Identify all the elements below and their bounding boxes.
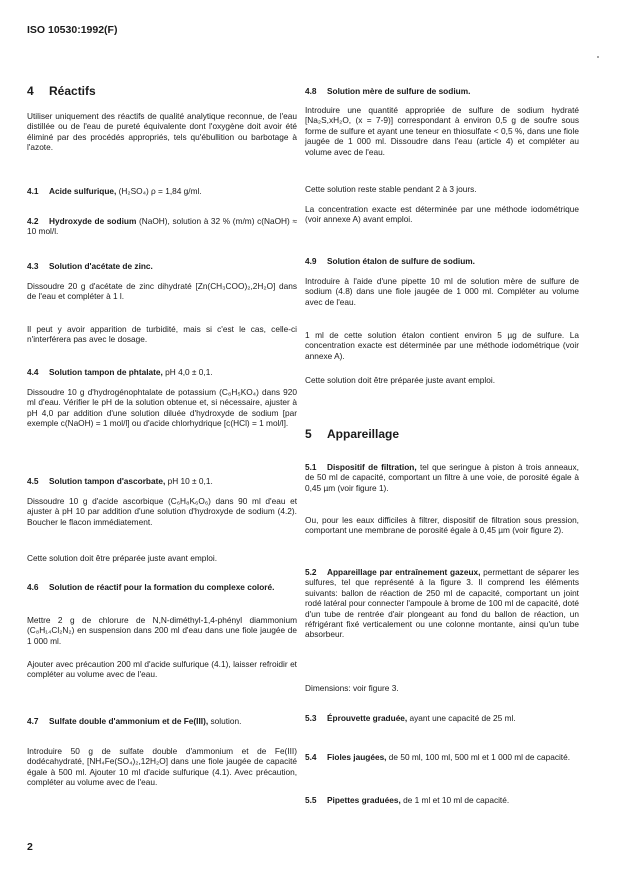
paragraph: Dimensions: voir figure 3.: [305, 683, 399, 693]
paragraph: Cette solution doit être préparée juste avant emploi.: [27, 553, 218, 563]
subsection-title: Dispositif de filtration,: [327, 462, 417, 472]
subsection-text: (NaOH), solution à 32 % (m/m) c(NaOH) ≈ 10 mol/l.: [27, 216, 297, 237]
section-number: 4: [27, 84, 34, 98]
subsection-title: Solution étalon de sulfure de sodium.: [327, 256, 475, 266]
subsection-number: 4.9: [305, 256, 317, 266]
page-number: 2: [27, 841, 33, 853]
subsection-4-9: [305, 256, 579, 266]
subsection-4-2: [27, 216, 297, 237]
subsection-text: de 50 ml, 100 ml, 500 ml et 1 000 ml de capacité.: [386, 752, 571, 762]
subsection-number: 4.8: [305, 86, 317, 96]
subsection-number: 4.5: [27, 476, 39, 486]
subsection-title: Solution de réactif pour la formation du complexe coloré.: [49, 582, 275, 592]
subsection-number: 4.2: [27, 216, 39, 226]
paragraph: Dissoudre 10 g d'acide ascorbique (C₆H₈K₆O₆) dans 90 ml d'eau et ajuster à pH 10 par addition d'une solution d'hydroxyde de sodium (4.2). Boucher le flacon immédiatement.: [27, 496, 297, 527]
paragraph: Cette solution reste stable pendant 2 à 3 jours.: [305, 184, 477, 194]
subsection-4-5: [27, 476, 297, 486]
subsection-title: Acide sulfurique,: [49, 186, 117, 196]
subsection-number: 5.3: [305, 713, 317, 723]
paragraph: 1 ml de cette solution étalon contient environ 5 µg de sulfure. La concentration exacte est déterminée par une méthode iodométrique (voir annexe A).: [305, 330, 579, 361]
paragraph: Ou, pour les eaux difficiles à filtrer, dispositif de filtration sous pression, comportant une membrane de porosité égale à 0,45 µm (voir figure 2).: [305, 515, 579, 536]
subsection-number: 5.2: [305, 567, 317, 577]
scan-speck: [597, 56, 599, 58]
section-number: 5: [305, 427, 312, 441]
subsection-4-1: [27, 186, 297, 196]
subsection-title: Éprouvette graduée,: [327, 713, 408, 723]
subsection-text: de 1 ml et 10 ml de capacité.: [400, 795, 510, 805]
subsection-title: Solution mère de sulfure de sodium.: [327, 86, 471, 96]
paragraph: Cette solution doit être préparée juste avant emploi.: [305, 375, 496, 385]
subsection-5-1: [305, 462, 579, 493]
paragraph: Mettre 2 g de chlorure de N,N-diméthyl-1,4-phényl diammonium (C₈H₁₄Cl₂N₂) en suspension dans 200 ml d'eau dans une fiole jaugée de 1 000 ml.: [27, 615, 297, 646]
paragraph: Il peut y avoir apparition de turbidité, mais si c'est le cas, celle-ci n'interférera pas avec le dosage.: [27, 324, 297, 345]
subsection-5-2: [305, 567, 579, 640]
subsection-text: solution.: [208, 716, 242, 726]
paragraph: Ajouter avec précaution 200 ml d'acide sulfurique (4.1), laisser refroidir et compléter au volume avec de l'eau.: [27, 659, 297, 680]
subsection-number: 5.1: [305, 462, 317, 472]
subsection-title: Fioles jaugées,: [327, 752, 387, 762]
subsection-4-3: [27, 261, 297, 271]
subsection-5-3: [305, 713, 579, 723]
subsection-number: 5.5: [305, 795, 317, 805]
subsection-number: 4.3: [27, 261, 39, 271]
paragraph: Dissoudre 20 g d'acétate de zinc dihydraté [Zn(CH₃COO)₂,2H₂O] dans de l'eau et compléter à 1 l.: [27, 281, 297, 302]
paragraph: La concentration exacte est déterminée par une méthode iodométrique (voir annexe A) avant emploi.: [305, 204, 579, 225]
subsection-number: 5.4: [305, 752, 317, 762]
paragraph: Introduire une quantité appropriée de sulfure de sodium hydraté [Na₂S,xH₂O, (x = 7-9)] correspondant à environ 0,5 g de soufre sous forme de sulfure et ayant une teneur en thiosulfate < 0,5 %, dans une fiole jaugée de 1 000 ml. Dissoudre dans l'eau (article 4) et compléter au volume avec de l'eau.: [305, 105, 579, 157]
subsection-title: Solution d'acétate de zinc.: [49, 261, 153, 271]
subsection-title: Solution tampon d'ascorbate,: [49, 476, 166, 486]
subsection-title: Appareillage par entraînement gazeux,: [327, 567, 481, 577]
subsection-title: Sulfate double d'ammonium et de Fe(III),: [49, 716, 209, 726]
subsection-5-4: [305, 752, 579, 762]
subsection-4-7: [27, 716, 297, 726]
section-heading: [27, 86, 297, 96]
section-title: Réactifs: [49, 84, 96, 98]
subsection-title: Pipettes graduées,: [327, 795, 401, 805]
subsection-5-5: [305, 795, 579, 805]
subsection-number: 4.4: [27, 367, 39, 377]
section-title: Appareillage: [327, 427, 400, 441]
subsection-title: Hydroxyde de sodium: [49, 216, 137, 226]
subsection-text: pH 10 ± 0,1.: [165, 476, 213, 486]
subsection-text: (H₂SO₄) ρ = 1,84 g/ml.: [116, 186, 202, 196]
subsection-4-8: [305, 86, 579, 96]
subsection-title: Solution tampon de phtalate,: [49, 367, 163, 377]
paragraph: Introduire à l'aide d'une pipette 10 ml de solution mère de sulfure de sodium (4.8) dans une fiole jaugée de 1 000 ml. Compléter au volume avec de l'eau.: [305, 276, 579, 307]
section-heading: [305, 429, 579, 439]
subsection-number: 4.1: [27, 186, 39, 196]
paragraph: Utiliser uniquement des réactifs de qualité analytique reconnue, de l'eau distillée ou de l'eau de pureté équivalente dont l'oxygène doit avoir été éliminé par des procédés appropriés, tels qu'ébullition ou barbotage à l'azote.: [27, 111, 297, 153]
subsection-number: 4.7: [27, 716, 39, 726]
subsection-text: pH 4,0 ± 0,1.: [162, 367, 213, 377]
subsection-4-6: [27, 582, 297, 592]
document-code: ISO 10530:1992(F): [27, 24, 118, 36]
paragraph: Dissoudre 10 g d'hydrogénophtalate de potassium (C₈H₅KO₄) dans 920 ml d'eau. Vérifier le pH de la solution obtenue et, si nécessaire, ajuster à pH 4,0 par addition d'une solution diluée d'hydroxyde de sodium [par exemple c(NaOH) = 1 mol/l] ou d'acide chlorhydrique [c(HCl) = 1 mol/l].: [27, 387, 297, 429]
paragraph: Introduire 50 g de sulfate double d'ammonium et de Fe(III) dodécahydraté, [NH₄Fe(SO₄)₂,12H₂O] dans une fiole jaugée de capacité égale à 500 ml. Ajouter 10 ml d'acide sulfurique (4.1). Avec précaution, compléter au volume avec de l'eau.: [27, 746, 297, 788]
subsection-text: ayant une capacité de 25 ml.: [407, 713, 516, 723]
subsection-text: tel que seringue à piston à trois anneaux, de 50 ml de capacité, comportant un filtre à une voie, de porosité égale à 0,45 µm (voir figure 1).: [305, 462, 579, 493]
subsection-text: permettant de séparer les sulfures, tel que représenté à la figure 3. Il comprend les éléments suivants: ballon de réaction de 250 ml de capacité, comportant un joint rodé latéral pour connecter l'ampoule à brome de 100 ml de capacité, doté d'un tube de rentrée d'air plongeant au fond du ballon de réaction, un réfrigérant fixé verticalement ou une colonne montante, ainsi qu'un tube absorbeur.: [305, 567, 579, 640]
subsection-4-4: [27, 367, 297, 377]
subsection-number: 4.6: [27, 582, 39, 592]
